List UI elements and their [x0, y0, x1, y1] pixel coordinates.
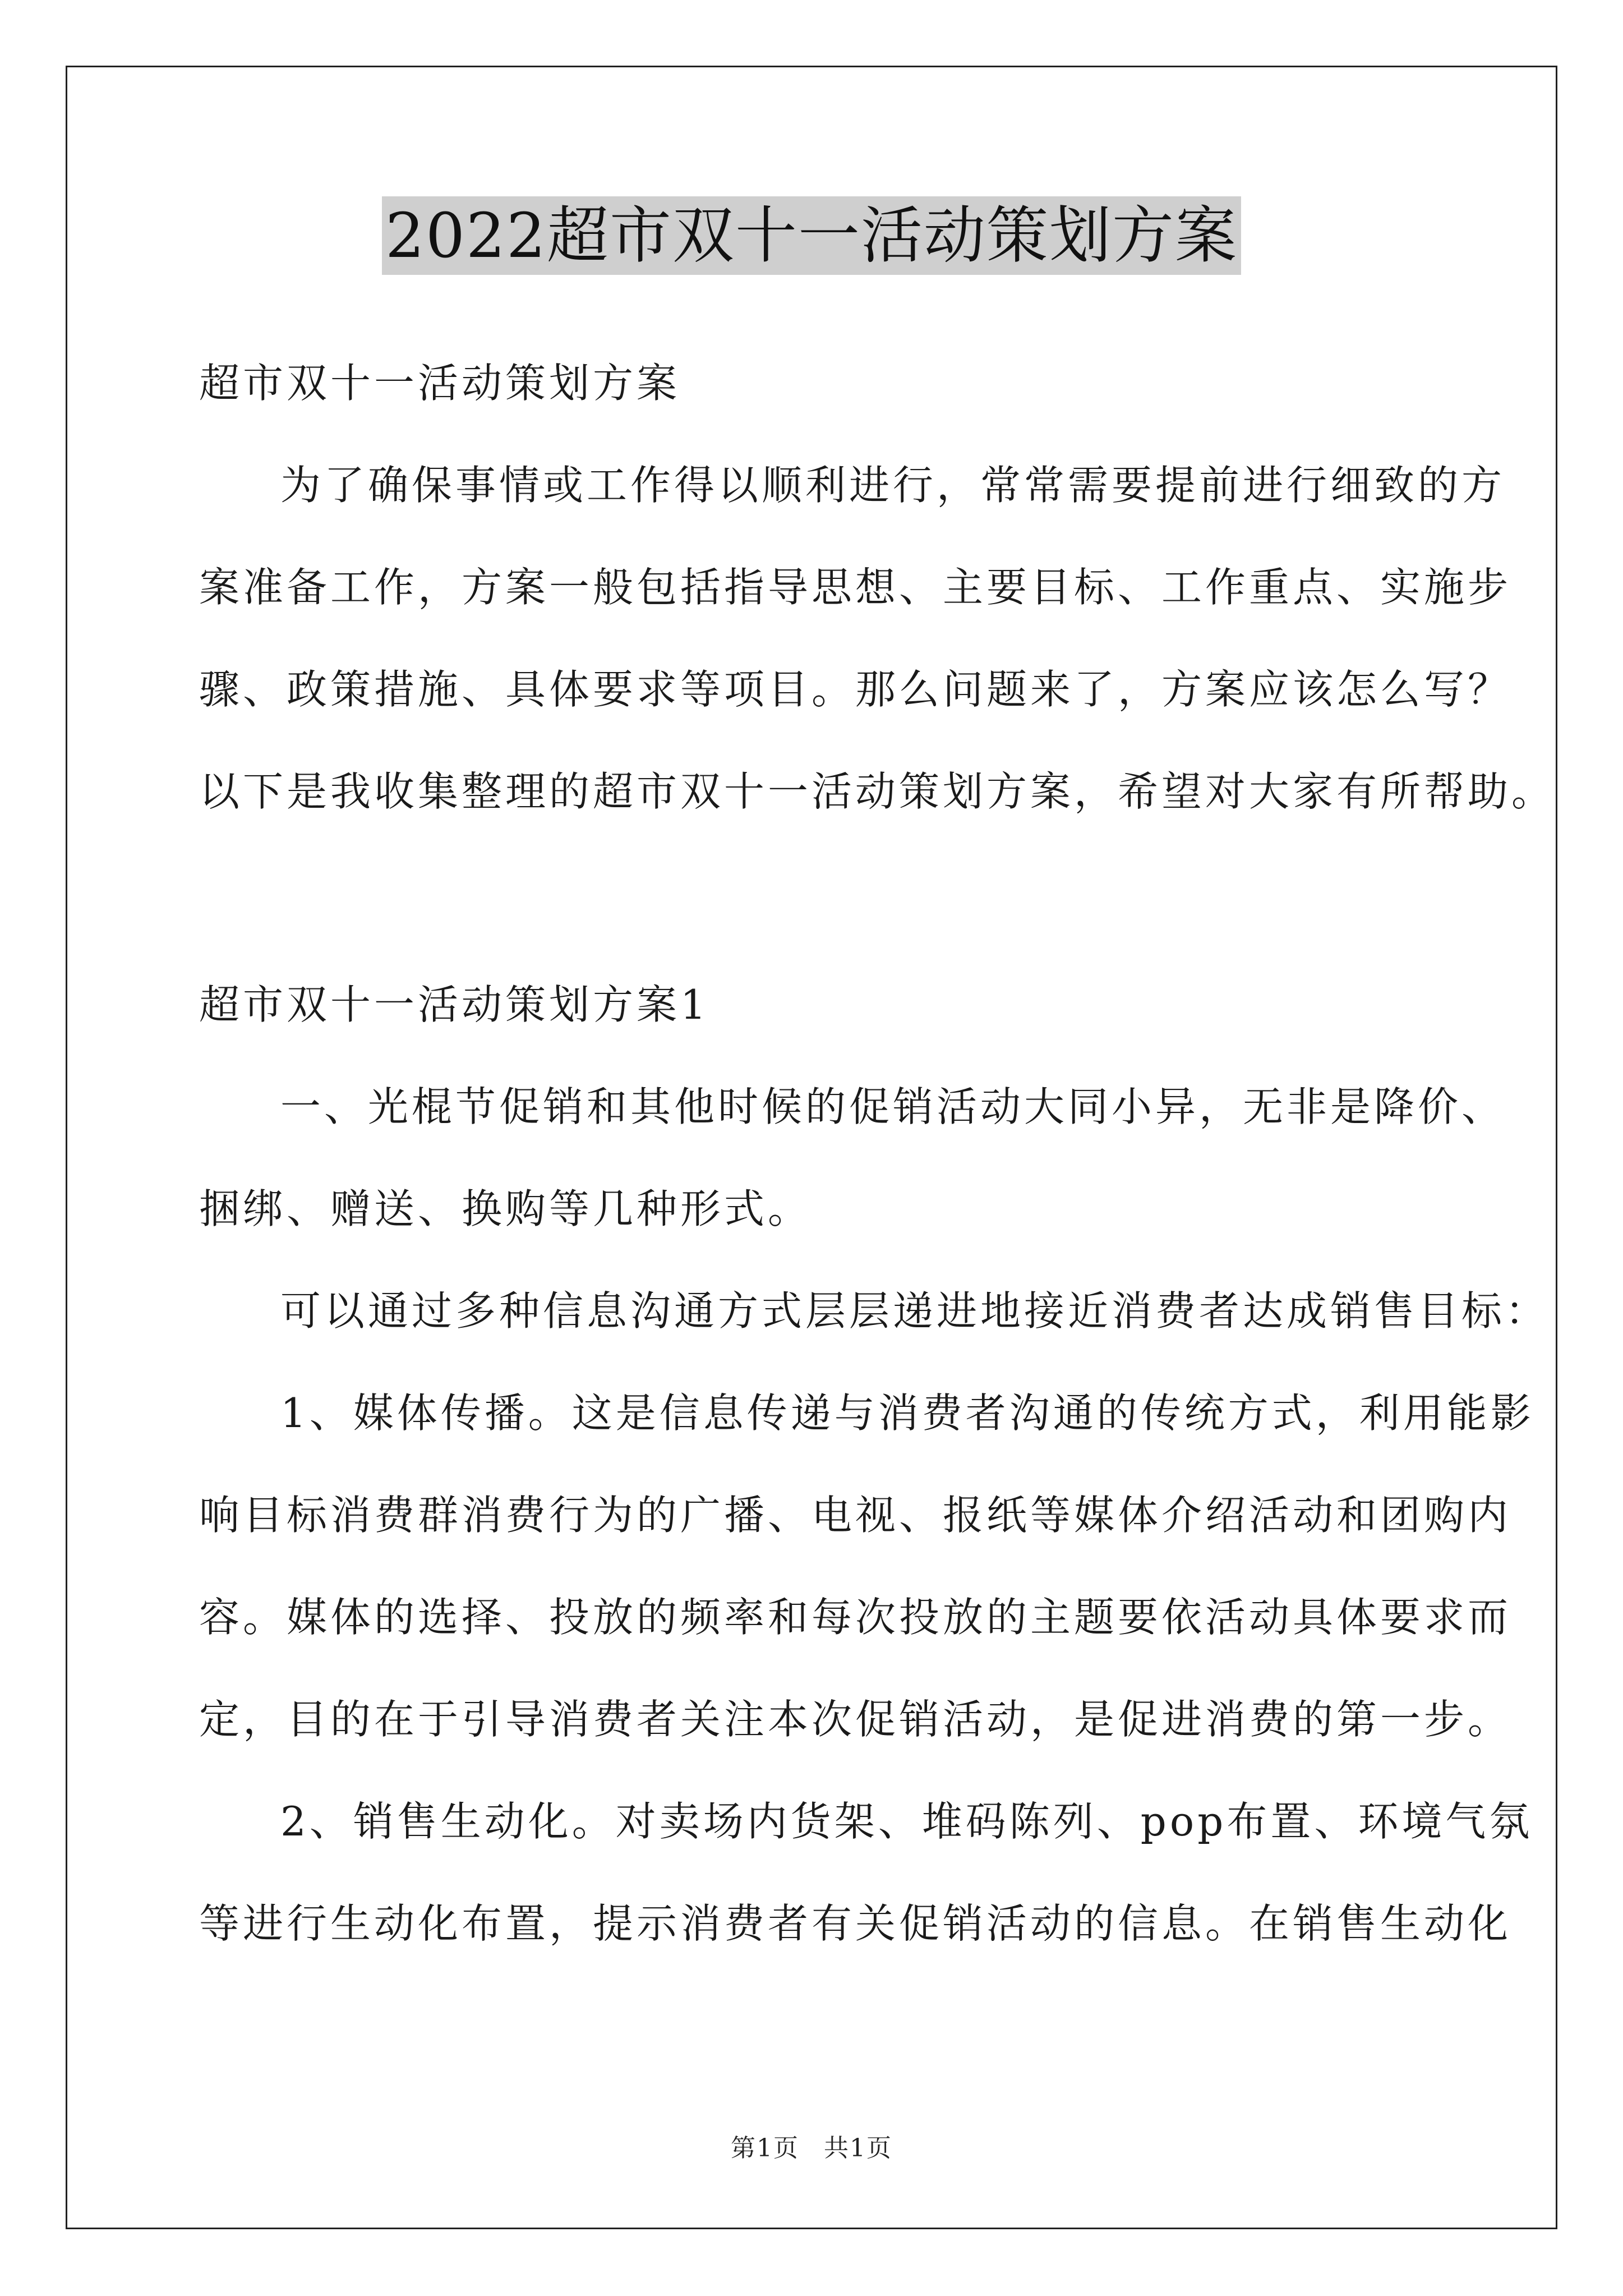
- paragraph3-line-3: 容。媒体的选择、投放的频率和每次投放的主题要依活动具体要求而: [199, 1594, 1512, 1641]
- intro-line-2: 案准备工作，方案一般包括指导思想、主要目标、工作重点、实施步: [199, 564, 1512, 611]
- intro-line-3: 骤、政策措施、具体要求等项目。那么问题来了，方案应该怎么写？: [199, 666, 1512, 713]
- paragraph3-line-4: 定，目的在于引导消费者关注本次促销活动，是促进消费的第一步。: [199, 1696, 1512, 1743]
- section-heading: 超市双十一活动策划方案1: [199, 981, 709, 1028]
- paragraph4-line-1: 2、销售生动化。对卖场内货架、堆码陈列、pop布置、环境气氛: [280, 1798, 1533, 1845]
- page-footer: [0, 2132, 1623, 2165]
- intro-line-1: 为了确保事情或工作得以顺利进行，常常需要提前进行细致的方: [280, 462, 1506, 509]
- page-number: 第1页: [731, 2134, 799, 2162]
- paragraph1-line-1: 一、光棍节促销和其他时候的促销活动大同小异，无非是降价、: [280, 1083, 1506, 1130]
- paragraph3-line-1: 1、媒体传播。这是信息传递与消费者沟通的传统方式，利用能影: [280, 1389, 1534, 1437]
- paragraph2-line-1: 可以通过多种信息沟通方式层层递进地接近消费者达成销售目标：: [280, 1287, 1550, 1335]
- paragraph3-line-2: 响目标消费群消费行为的广播、电视、报纸等媒体介绍活动和团购内: [199, 1492, 1512, 1539]
- document-subtitle: 超市双十一活动策划方案: [199, 360, 681, 407]
- intro-line-4: 以下是我收集整理的超市双十一活动策划方案，希望对大家有所帮助。: [199, 768, 1556, 815]
- paragraph4-line-2: 等进行生动化布置，提示消费者有关促销活动的信息。在销售生动化: [199, 1900, 1512, 1947]
- document-title: 2022超市双十一活动策划方案: [382, 196, 1241, 275]
- paragraph1-line-2: 捆绑、赠送、换购等几种形式。: [199, 1185, 812, 1232]
- page-total: 共1页: [824, 2134, 892, 2162]
- title-wrap: [0, 196, 1623, 275]
